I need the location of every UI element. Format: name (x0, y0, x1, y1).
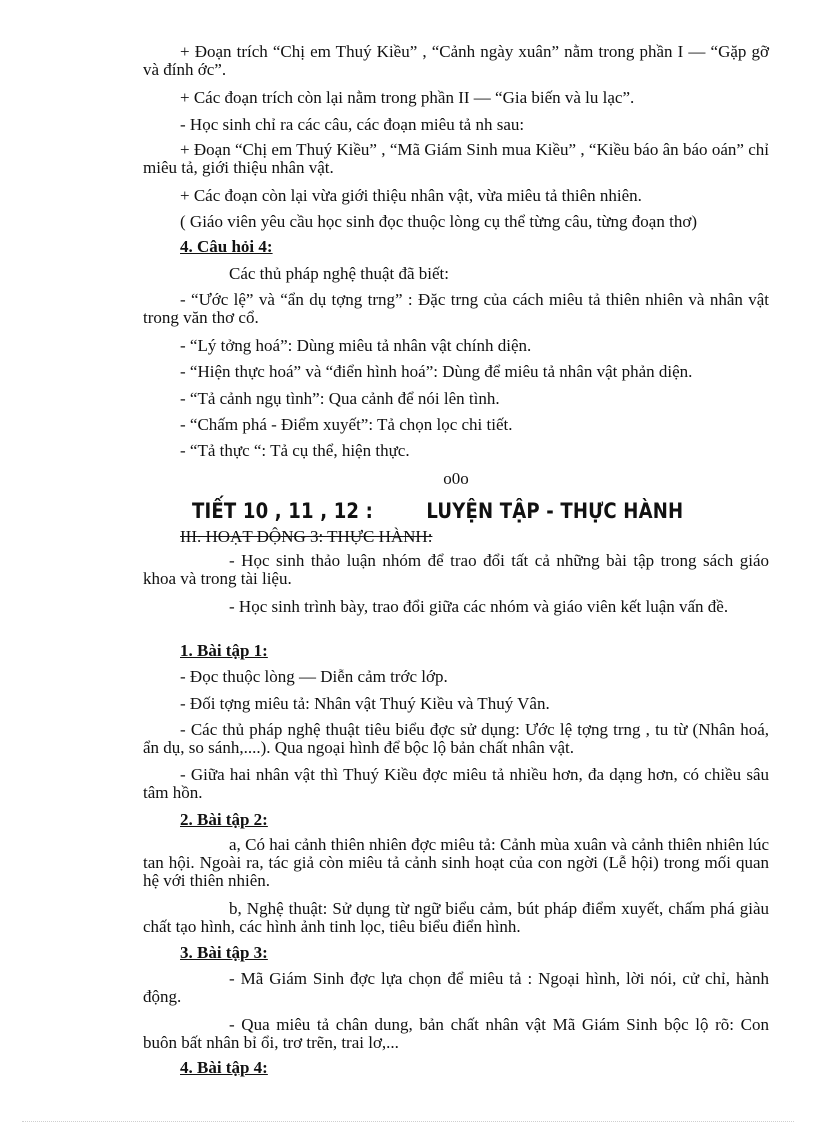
heading-bai-tap-3: 3. Bài tập 3: (180, 943, 268, 962)
paragraph-nghe-thuat: b, Nghệ thuật: Sử dụng từ ngữ biểu cảm, bút pháp điểm xuyết, chấm phá giàu chất tạo hình, các hình ảnh tinh lọc, tiêu biểu điển hình. (143, 899, 769, 936)
paragraph-ta-thuc: - “Tả thực “: Tả cụ thể, hiện thực. (180, 441, 410, 460)
paragraph-hai-canh-thien-nhien: a, Có hai cảnh thiên nhiên đợc miêu tả: Cảnh mùa xuân và cảnh thiên nhiên lúc tan hội. Ngoài ra, tác giả còn miêu tả cảnh sinh hoạt của con ngời (Lễ hội) trong mối quan hệ với thiên nhiên. (143, 835, 769, 890)
paragraph-thao-luan-nhom: - Học sinh thảo luận nhóm để trao đổi tất cả những bài tập trong sách giáo khoa và trong tài liệu. (143, 551, 769, 588)
paragraph-trinh-bay: - Học sinh trình bày, trao đổi giữa các nhóm và giáo viên kết luận vấn đề. (229, 597, 729, 616)
paragraph-ly-tuong-hoa: - “Lý tởng hoá”: Dùng miêu tả nhân vật chính diện. (180, 336, 532, 355)
paragraph-hien-thuc-hoa: - “Hiện thực hoá” và “điển hình hoá”: Dùng để miêu tả nhân vật phản diện. (180, 362, 693, 381)
heading-cau-hoi-4: 4. Câu hỏi 4: (180, 237, 273, 256)
paragraph-doan-trich-phan-2: + Các đoạn trích còn lại nằm trong phần II — “Gia biến và lu lạc”. (180, 88, 635, 107)
paragraph-ta-canh-ngu-tinh: - “Tả cảnh ngụ tình”: Qua cảnh để nói lên tình. (180, 389, 500, 408)
heading-hoat-dong-3: III. HOẠT ĐỘNG 3: THỰC HÀNH: (180, 527, 433, 546)
paragraph-ban-chat-nhan-vat: - Qua miêu tả chân dung, bản chất nhân vật Mã Giám Sinh bộc lộ rõ: Con buôn bất nhân bỉ ổi, trơ trẽn, trai lơ,... (143, 1015, 769, 1052)
paragraph-doan-mieu-ta-nhan-vat: + Đoạn “Chị em Thuý Kiều” , “Mã Giám Sinh mua Kiều” , “Kiều báo ân báo oán” chỉ miêu tả, giới thiệu nhân vật. (143, 140, 769, 177)
heading-bai-tap-1: 1. Bài tập 1: (180, 641, 268, 660)
paragraph-giua-hai-nhan-vat: - Giữa hai nhân vật thì Thuý Kiều đợc miêu tả nhiều hơn, đa dạng hơn, có chiều sâu tâm hồn. (143, 765, 769, 802)
separator-o0o: o0o (443, 469, 469, 488)
paragraph-doan-trich-phan-1: + Đoạn trích “Chị em Thuý Kiều” , “Cảnh ngày xuân” nằm trong phần I — “Gặp gỡ và đính ớc”. (143, 42, 769, 79)
paragraph-thu-phap-nghe-thuat: Các thủ pháp nghệ thuật đã biết: (229, 264, 449, 283)
lesson-title-number: TIẾT 10 , 11 , 12 : (192, 499, 374, 523)
paragraph-uoc-le-an-du: - “Ước lệ” và “ẩn dụ tợng trng” : Đặc trng của cách miêu tả thiên nhiên và nhân vật trong văn thơ cổ. (143, 290, 769, 327)
page-bottom-border (22, 1121, 794, 1122)
heading-bai-tap-4: 4. Bài tập 4: (180, 1058, 268, 1077)
lesson-title (192, 498, 691, 524)
paragraph-doc-thuoc-long: - Đọc thuộc lòng — Diễn cảm trớc lớp. (180, 667, 448, 686)
paragraph-doi-tuong-mieu-ta: - Đối tợng miêu tả: Nhân vật Thuý Kiều và Thuý Vân. (180, 694, 550, 713)
paragraph-ma-giam-sinh-lua-chon: - Mã Giám Sinh đợc lựa chọn để miêu tả : Ngoại hình, lời nói, cử chỉ, hành động. (143, 969, 769, 1006)
heading-bai-tap-2: 2. Bài tập 2: (180, 810, 268, 829)
paragraph-cham-pha-diem-xuyet: - “Chấm phá - Điểm xuyết”: Tả chọn lọc chi tiết. (180, 415, 513, 434)
paragraph-cac-thu-phap: - Các thủ pháp nghệ thuật tiêu biểu đợc sử dụng: Ước lệ tợng trng , tu từ (Nhân hoá, ẩn dụ, so sánh,....). Qua ngoại hình để bộc lộ bản chất nhân vật. (143, 720, 769, 757)
paragraph-giao-vien-yeu-cau: ( Giáo viên yêu cầu học sinh đọc thuộc lòng cụ thể từng câu, từng đoạn thơ) (180, 212, 697, 231)
lesson-title-name: LUYỆN TẬP - THỰC HÀNH (426, 499, 684, 523)
paragraph-doan-con-lai: + Các đoạn còn lại vừa giới thiệu nhân vật, vừa miêu tả thiên nhiên. (180, 186, 642, 205)
paragraph-hoc-sinh-chi-ra: - Học sinh chỉ ra các câu, các đoạn miêu tả nh sau: (180, 115, 525, 134)
